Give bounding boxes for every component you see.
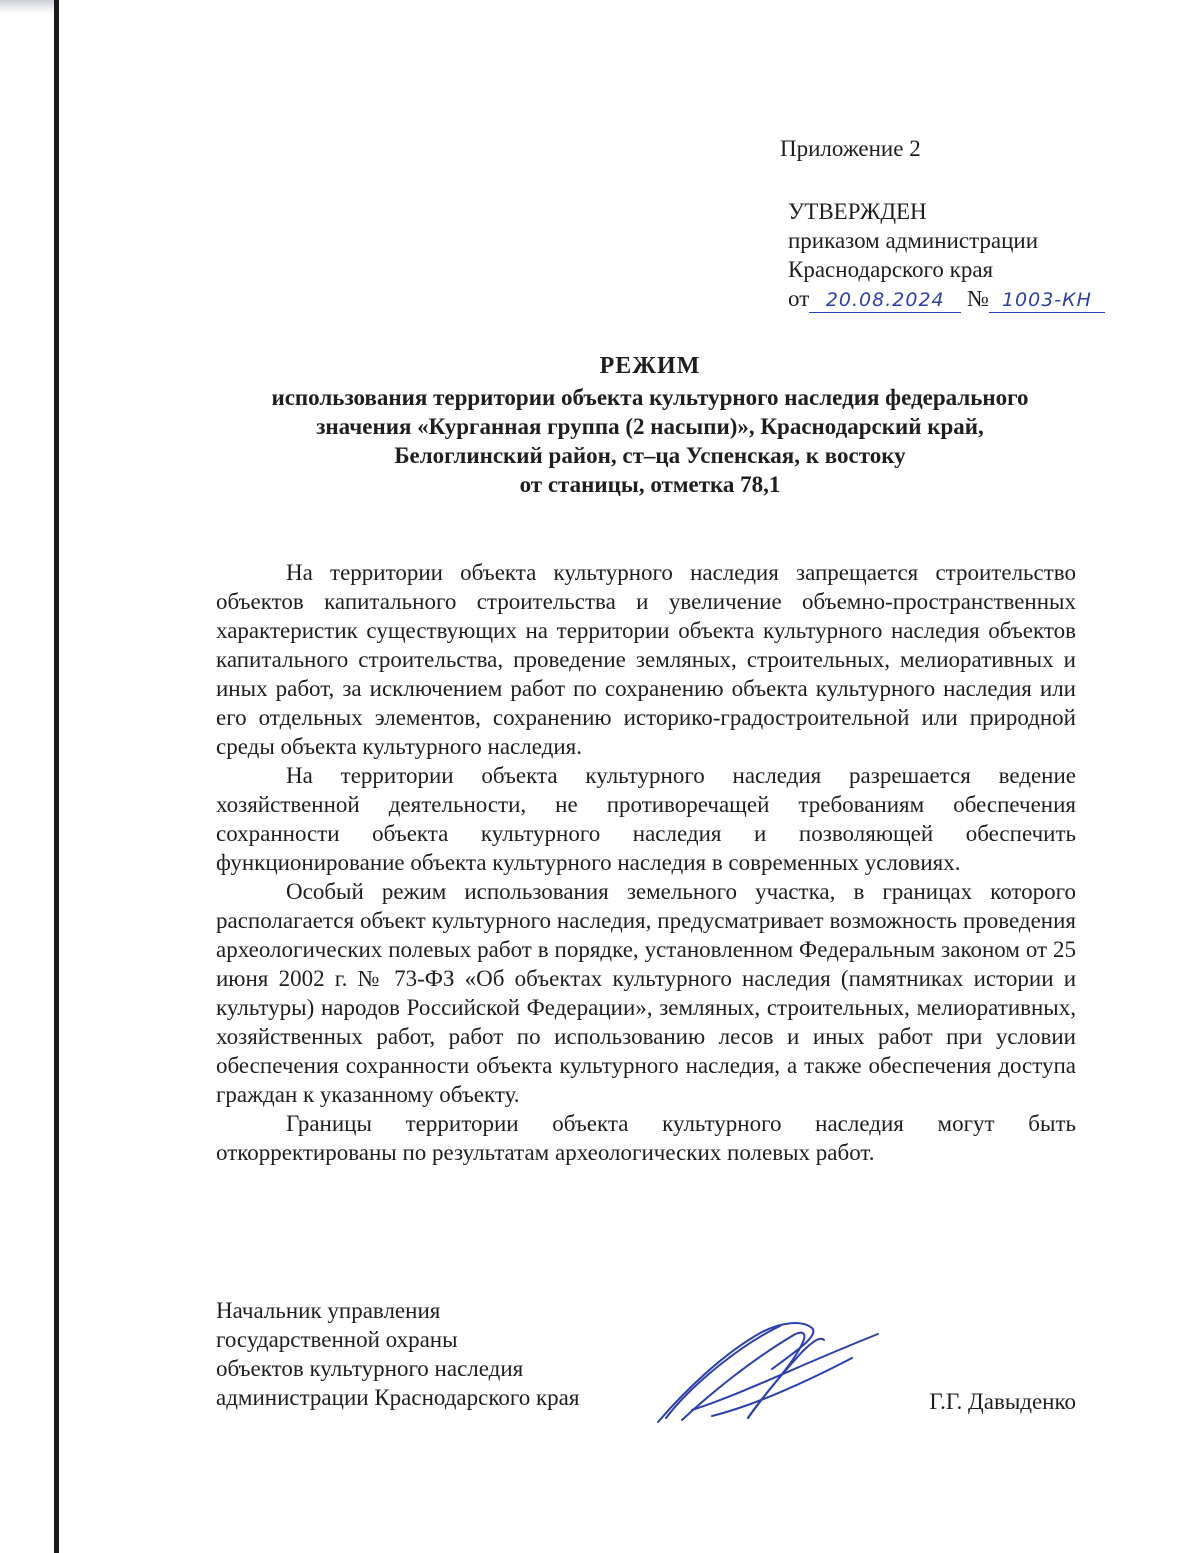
- paragraph-permitted-activity: На территории объекта культурного наследия разрешается ведение хозяйственной деятельности, не противоречащей требованиям обеспечения сохранности объекта культурного наследия и позволяющей обеспечить функционирование объекта культурного наследия в современных условиях.: [216, 763, 1076, 875]
- signer-position-line-3: объектов культурного наследия: [216, 1356, 524, 1381]
- approval-line-2: Краснодарского края: [788, 257, 994, 282]
- approval-stamp-block: [780, 134, 1148, 313]
- handwritten-number: 1003-КН: [989, 288, 1105, 313]
- signer-position-line-2: государственной охраны: [216, 1327, 458, 1352]
- title-line-4: от станицы, отметка 78,1: [519, 472, 781, 497]
- title-line-1: использования территории объекта культурного наследия федерального: [271, 385, 1029, 410]
- document-body: [216, 558, 1076, 1167]
- number-label: №: [967, 286, 989, 311]
- approval-line-3: [788, 284, 1148, 313]
- approved-heading: УТВЕРЖДЕН: [788, 199, 927, 224]
- from-label: от: [788, 286, 810, 311]
- paragraph-prohibitions: На территории объекта культурного наследия запрещается строительство объектов капитального строительства и увеличение объемно-пространственных характеристик существующих на территории объекта культурного наследия объектов капитального строительства, проведение земляных, строительных, мелиоративных и иных работ, за исключением работ по сохранению объекта культурного наследия или его отдельных элементов, сохранению историко-градостроительной или природной среды объекта культурного наследия.: [216, 560, 1076, 759]
- signer-position-line-4: администрации Краснодарского края: [216, 1385, 580, 1410]
- paragraph-boundaries: Границы территории объекта культурного наследия могут быть откорректированы по результатам археологических полевых работ.: [216, 1111, 1076, 1165]
- handwritten-signature: [652, 1314, 882, 1434]
- signer-position-line-1: Начальник управления: [216, 1298, 441, 1323]
- title-main: РЕЖИМ: [599, 353, 701, 379]
- signature-block: [216, 1296, 1076, 1436]
- document-title: [170, 352, 1130, 499]
- paragraph-special-regime: Особый режим использования земельного участка, в границах которого располагается объект культурного наследия, предусматривает возможность проведения археологических полевых работ в порядке, установленном Федеральным законом от 25 июня 2002 г. № 73-ФЗ «Об объектах культурного наследия (памятниках истории и культуры) народов Российской Федерации», земляных, строительных, мелиоративных, хозяйственных работ, работ по использованию лесов и иных работ при условии обеспечения сохранности объекта культурного наследия, а также обеспечения доступа граждан к указанному объекту.: [216, 879, 1076, 1107]
- approval-line-1: приказом администрации: [788, 228, 1039, 253]
- signer-name: Г.Г. Давыденко: [929, 1389, 1076, 1414]
- title-line-2: значения «Курганная группа (2 насыпи)», Краснодарский край,: [316, 414, 984, 439]
- title-line-3: Белоглинский район, ст–ца Успенская, к востоку: [394, 443, 906, 468]
- handwritten-date: 20.08.2024: [809, 288, 961, 313]
- appendix-label: Приложение 2: [780, 136, 921, 161]
